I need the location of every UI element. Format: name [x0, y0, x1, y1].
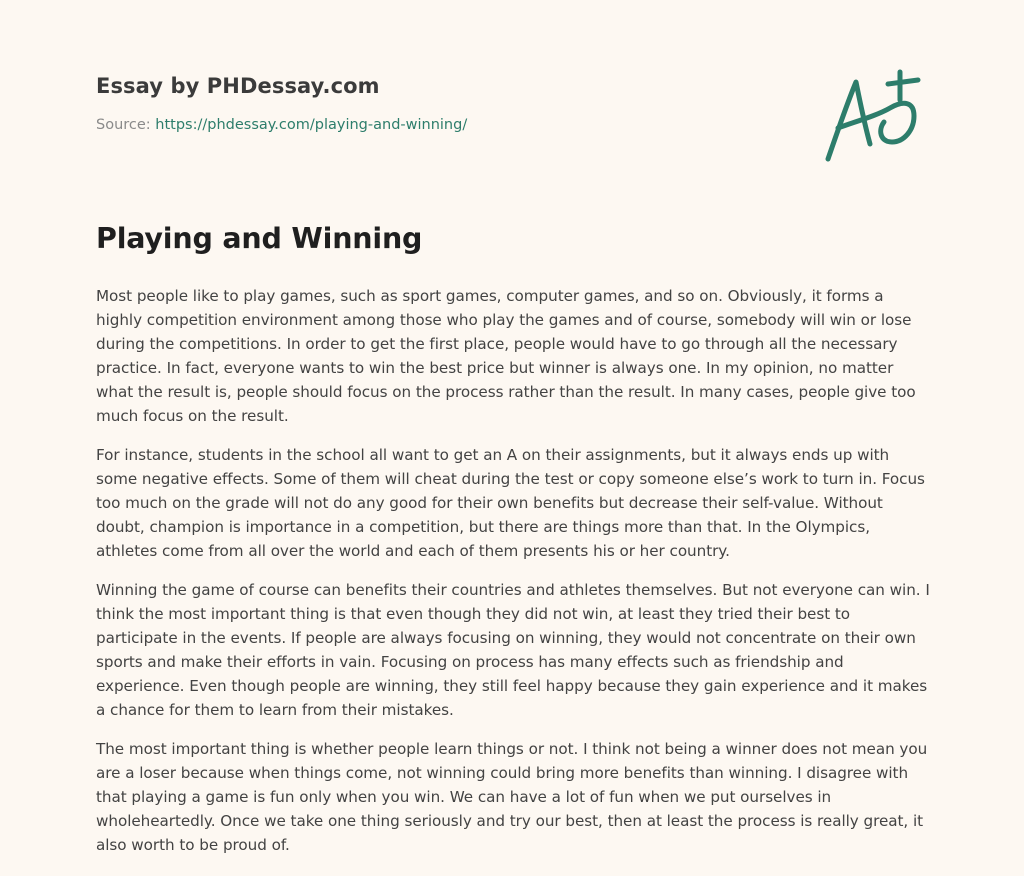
essay-paragraph: Most people like to play games, such as sport games, computer games, and so on. Obviously, it forms a highly competition environment among those who play the games and of course, somebody will win or lose during the competitions. In order to get the first place, people would have to go through all the necessary practice. In fact, everyone wants to win the best price but winner is always one. In my opinion, no matter what the result is, people should focus on the process rather than the result. In many cases, people give too much focus on the result.	[96, 287, 916, 425]
essay-paragraph: For instance, students in the school all want to get an A on their assignments, but it always ends up with some negative effects. Some of them will cheat during the test or copy someone else’s work to turn in. Focus too much on the grade will not do any good for their own benefits but decrease their self-value. Without doubt, champion is importance in a competition, but there are things more than that. In the Olympics, athletes come from all over the world and each of them presents his or her country.	[96, 446, 925, 560]
source-label: Source:	[96, 117, 156, 133]
essay-paragraph: Winning the game of course can benefits their countries and athletes themselves. But not everyone can win. I think the most important thing is that even though they did not win, at least they tried their best to participate in the events. If people are always focusing on winning, they would not concentrate on their own sports and make their efforts in vain. Focusing on process has many effects such as friendship and experience. Even though people are winning, they still feel happy because they gain experience and it makes a chance for them to learn from their mistakes.	[96, 581, 930, 719]
site-brand: Essay by PHDessay.com	[96, 74, 380, 98]
source-link[interactable]: https://phdessay.com/playing-and-winning/	[155, 117, 468, 133]
essay-paragraph: The most important thing is whether people learn things or not. I think not being a winner does not mean you are a loser because when things come, not winning could bring more benefits than winning. I disagree with that playing a game is fun only when you win. We can have a lot of fun when we put ourselves in wholeheartedly. Once we take one thing seriously and try our best, then at least the process is really great, it also worth to be proud of.	[96, 740, 928, 854]
essay-title: Playing and Winning	[96, 222, 423, 255]
a-plus-logo-icon	[818, 66, 928, 166]
source-line	[96, 117, 796, 133]
essay-body	[96, 284, 932, 872]
page-header	[96, 74, 796, 133]
